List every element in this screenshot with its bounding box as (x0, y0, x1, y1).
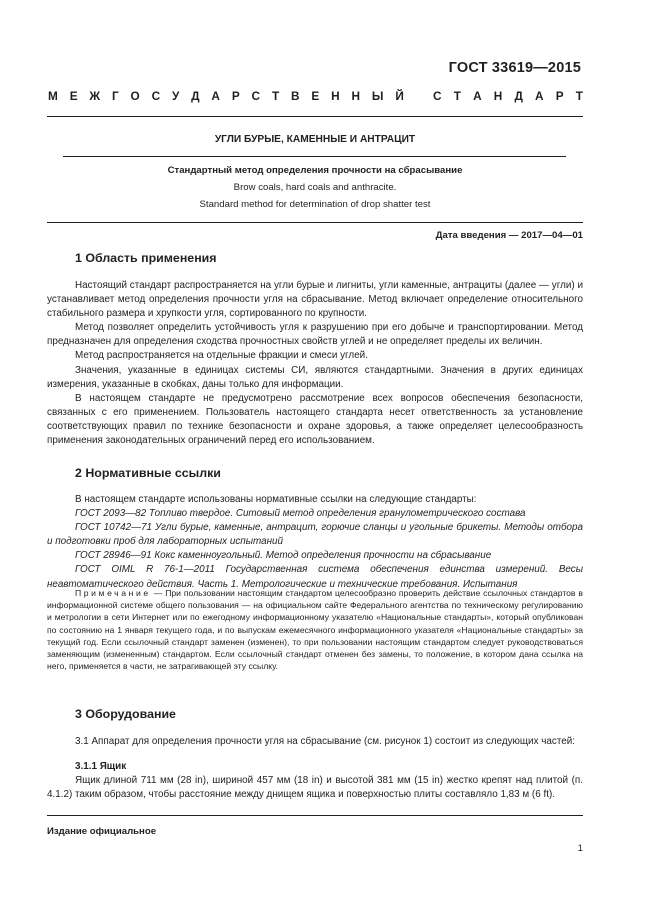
paragraph: Метод позволяет определить устойчивость угля к разрушению при его добыче и транспортировании. Метод предназначен для определения сходства прочностных свойств углей и не определяет пределы их величин. (47, 322, 583, 348)
subtitle-ru: Стандартный метод определения прочности на сбрасывание (167, 165, 463, 176)
reference-item: ГОСТ 10742—71 Угли бурые, каменные, антрацит, горючие сланцы и угольные брикеты. Методы отбора и подготовки проб для лабораторных испытаний (47, 522, 583, 548)
banner-letter: Й (395, 89, 404, 103)
section-2-body (47, 493, 583, 592)
subsection-3-1-1-heading: 3.1.1 Ящик (75, 761, 127, 772)
section-3-heading: 3 Оборудование (75, 707, 176, 721)
banner-letter: Е (69, 89, 78, 103)
title-separator (63, 156, 566, 157)
banner-letter: Т (271, 89, 280, 103)
banner-letter: С (151, 89, 161, 103)
title-ru: УГЛИ БУРЫЕ, КАМЕННЫЕ И АНТРАЦИТ (214, 134, 416, 145)
introduction-date: Дата введения — 2017—04—01 (435, 230, 583, 241)
banner-letter: С (251, 89, 261, 103)
banner-letter: Н (351, 89, 361, 103)
page-number: 1 (577, 843, 583, 854)
banner-letter: Е (311, 89, 320, 103)
paragraph: Метод распространяется на отдельные фракции и смеси углей. (75, 350, 368, 362)
references-note (47, 587, 583, 672)
banner-letter: Н (493, 89, 503, 103)
banner-letter: А (473, 89, 482, 103)
banner-letter: У (171, 89, 180, 103)
banner-letter: Р (231, 89, 240, 103)
paragraph-3-1: 3.1 Аппарат для определения прочности угля на сбрасывание (см. рисунок 1) состоит из следующих частей: (75, 736, 575, 747)
section-1-body (47, 279, 583, 448)
official-edition-label: Издание официальное (47, 826, 157, 837)
header-rule (47, 116, 583, 117)
banner-letter: Д (514, 89, 523, 103)
reference-item: ГОСТ OIML R 76-1—2011 Государственная система обеспечения единства измерений. Весы неавтоматического действия. Часть 1. Метрологические и технические требования. Испытания (47, 564, 583, 590)
note-paragraph (47, 587, 583, 672)
banner-letter: С (433, 89, 442, 103)
interstate-standard-banner (48, 89, 583, 103)
reference-item: ГОСТ 2093—82 Топливо твердое. Ситовый метод определения гранулометрического состава (75, 508, 526, 520)
banner-letter: Т (575, 89, 583, 103)
references-intro: В настоящем стандарте использованы нормативные ссылки на следующие стандарты: (75, 494, 477, 505)
paragraph: Настоящий стандарт распространяется на угли бурые и лигниты, угли каменные, антрациты (далее — угли) и устанавливает метод определения прочности угля на сбрасывание. Метод включает определение относительного стабильного размера и хрупкости угля, сортированного по крупности. (47, 280, 583, 320)
footer-rule (47, 815, 583, 816)
banner-letter: Т (453, 89, 461, 103)
banner-letter: В (291, 89, 300, 103)
banner-letter: Д (191, 89, 200, 103)
note-label: Примечание (75, 588, 151, 598)
note-text: — При пользовании настоящим стандартом целесообразно проверить действие ссылочных стандартов в информационной системе общего пользования — на официальном сайте Федерального агентства по техническому регулированию и метрологии в сети Интернет или по ежегодному информационному указателю «Национальные стандарты», который опубликован по состоянию на 1 января текущего года, и по выпускам ежемесячного информационного указателя «Национальные стандарты» за текущий год. Если ссылочный стандарт заменен (изменен), то при пользовании настоящим стандартом следует руководствоваться заменяющим (измененным) стандартом. Если ссылочный стандарт отменен без замены, то положение, в котором дана ссылка на него, применяется в части, не затрагивающей эту ссылку. (47, 588, 583, 672)
section-2-heading: 2 Нормативные ссылки (75, 466, 221, 480)
reference-item: ГОСТ 28946—91 Кокс каменноугольный. Метод определения прочности на сбрасывание (75, 550, 492, 562)
banner-letter: Р (555, 89, 564, 103)
banner-letter: Г (111, 89, 119, 103)
banner-letter: Ы (371, 89, 384, 103)
section-3-body (47, 735, 583, 749)
subsection-3-1-1-body (47, 774, 583, 802)
banner-word-interstate (48, 89, 404, 103)
title-en: Brow coals, hard coals and anthracite. (233, 182, 397, 193)
subtitle-en: Standard method for determination of drop shatter test (199, 199, 431, 210)
banner-letter: Ж (89, 89, 101, 103)
paragraph: Значения, указанные в единицах системы СИ, являются стандартными. Значения в других единицах измерения, указанные в скобках, даны только для информации. (47, 364, 583, 390)
paragraph-3-1-1: Ящик длиной 711 мм (28 in), шириной 457 мм (18 in) и высотой 381 мм (15 in) жестко крепят над плитой (п. 4.1.2) таким образом, чтобы расстояние между днищем ящика и поверхностью плиты составляло 1,83 м (6 ft). (47, 775, 583, 801)
standard-id: ГОСТ 33619—2015 (448, 60, 581, 76)
paragraph: В настоящем стандарте не предусмотрено рассмотрение всех вопросов обеспечения безопасности, связанных с его применением. Пользователь настоящего стандарта несет ответственность за установление соответствующих правил по технике безопасности и охране здоровья, а также определяет целесообразность применения законодательных ограничений перед его использованием. (47, 392, 583, 447)
banner-letter: А (211, 89, 220, 103)
banner-letter: А (535, 89, 544, 103)
banner-letter: Н (331, 89, 340, 103)
banner-letter: О (130, 89, 140, 103)
banner-letter: М (48, 89, 58, 103)
title-bottom-rule (47, 222, 583, 223)
section-1-heading: 1 Область применения (75, 251, 217, 265)
banner-word-standard (433, 89, 583, 103)
